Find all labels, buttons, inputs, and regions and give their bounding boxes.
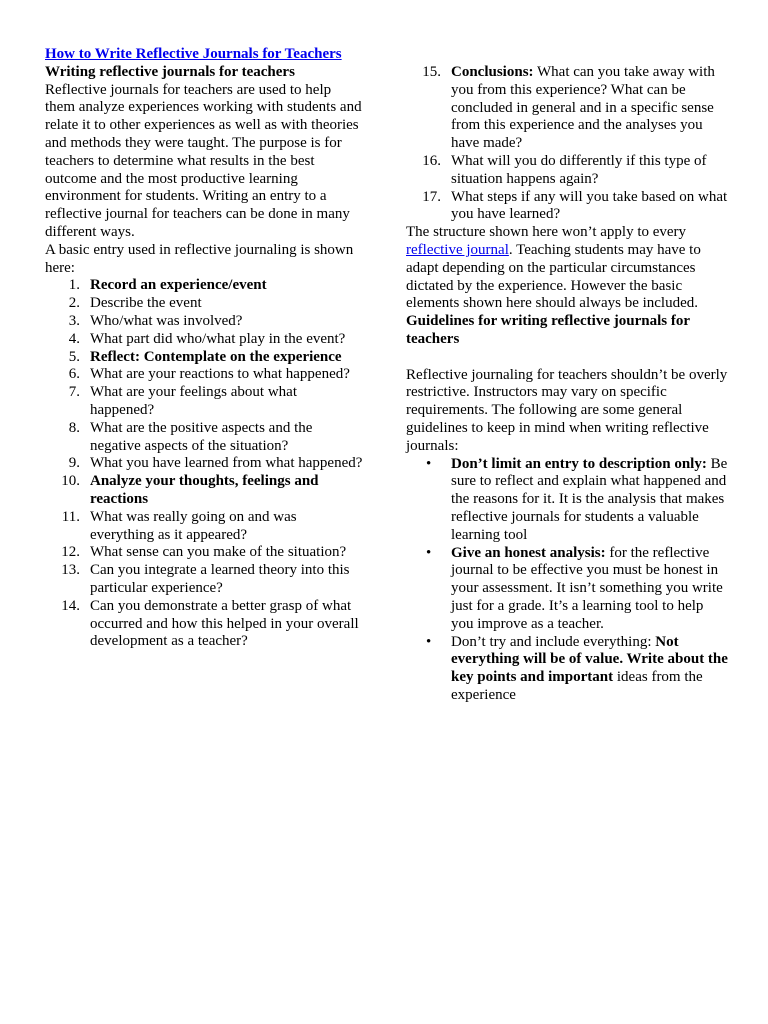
list-item: 15. Conclusions: What can you take away with you from this experience? What can be concluded in general and in a specific sense from this experience and the analyses you have made? <box>422 64 715 152</box>
list-item: 6. What are your reactions to what happened? <box>68 366 350 383</box>
list-item: 3. Who/what was involved? <box>68 312 243 329</box>
list-item: 14. Can you demonstrate a better grasp of what occurred and how this helped in your overall development as a teacher? <box>61 597 359 650</box>
guidelines-intro-paragraph: Reflective journaling for teachers shouldn’t be overly restrictive. Instructors may vary on specific requirements. The following are some general guidelines to keep in mind when writing reflective journals: <box>406 366 728 454</box>
list-item: 17. What steps if any will you take based on what you have learned? <box>422 188 728 223</box>
list-item: 9. What you have learned from what happened? <box>68 455 363 472</box>
intro-paragraph: Reflective journals for teachers are used to help them analyze experiences working with students and relate it to other experiences as well as with theories and methods they were taught. The purpose is for teachers to determine what results in the best outcome and the most productive learning environment for students. Writing an entry to a reflective journal for teachers can be done in many different ways. <box>45 81 362 240</box>
list-item: 2. Describe the event <box>68 295 202 312</box>
list-item: 7. What are your feelings about what happened? <box>68 384 298 418</box>
list-item: • Give an honest analysis: for the reflective journal to be effective you must be honest in your assessment. It isn’t something you write just for a grade. It’s a learning tool to help you improve as a teacher. <box>426 544 723 632</box>
structure-paragraph: The structure shown here won’t apply to every reflective journal. Teaching students may have to adapt depending on the particular circumstances dictated by the experience. However the basic elements shown here should always be included. <box>406 224 701 312</box>
list-item: • Don’t limit an entry to description only: Be sure to reflect and explain what happened and the reasons for it. It is the analysis that makes reflective journals for students a valuable learning tool <box>426 455 728 543</box>
right-column <box>406 64 728 705</box>
entry-intro-paragraph: A basic entry used in reflective journaling is shown here: <box>45 241 354 276</box>
list-item: 11. What was really going on and was everything as it appeared? <box>61 508 297 543</box>
list-item: 10. Analyze your thoughts, feelings and reactions <box>61 473 319 507</box>
list-item: 12. What sense can you make of the situation? <box>61 544 347 561</box>
entry-list-part-2 <box>406 64 728 224</box>
title-link[interactable]: How to Write Reflective Journals for Teachers <box>45 46 342 62</box>
list-item: • Don’t try and include everything: Not everything will be of value. Write about the key points and important ideas from the experience <box>426 633 728 703</box>
list-item: 16. What will you do differently if this type of situation happens again? <box>422 152 707 187</box>
list-item: 1. Record an experience/event <box>68 277 267 294</box>
list-item: 8. What are the positive aspects and the negative aspects of the situation? <box>68 419 313 454</box>
list-item: 5. Reflect: Contemplate on the experience <box>68 348 342 365</box>
subheading: Writing reflective journals for teachers <box>45 63 295 80</box>
bullet-icon: • <box>426 544 432 561</box>
guidelines-heading: Guidelines for writing reflective journals for teachers <box>406 313 690 347</box>
left-column <box>45 46 363 651</box>
reflective-journal-link[interactable]: reflective journal <box>406 241 509 258</box>
guidelines-bullet-list <box>406 456 728 705</box>
entry-list-part-1 <box>45 277 363 651</box>
list-item: 13. Can you integrate a learned theory into this particular experience? <box>61 562 350 596</box>
bullet-icon: • <box>426 455 432 472</box>
bullet-icon: • <box>426 633 432 650</box>
list-item: 4. What part did who/what play in the event? <box>68 330 346 347</box>
